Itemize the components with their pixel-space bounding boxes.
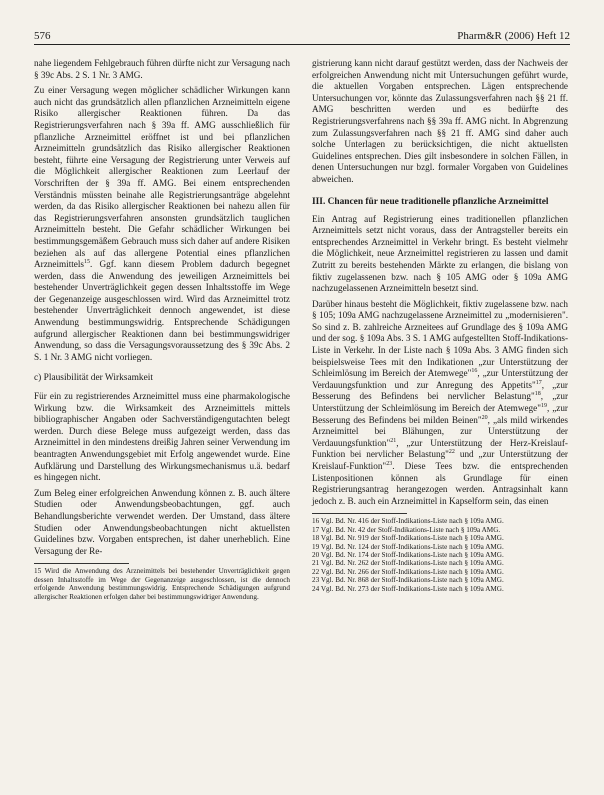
paragraph-text: und „zur Unterstützung der Kreislauf-Funktion" — [312, 449, 568, 471]
paragraph-text: , „zur Besserung des Befindens bei nervlicher Belastung" — [312, 379, 568, 402]
footnote: 19 Vgl. Bd. Nr. 124 der Stoff-Indikations-Liste nach § 109a AMG. — [312, 542, 504, 551]
footnote: 20 Vgl. Bd. Nr. 174 der Stoff-Indikations-Liste nach § 109a AMG. — [312, 551, 504, 559]
footnote-ref[interactable]: 18 — [534, 391, 541, 398]
paragraph: Für ein zu registrierendes Arzneimittel muss eine pharmakologische Wirkung bzw. die Wirksamkeit des Arzneimittels mittels bibliographischer Angaben oder Sachverständigengutachten belegt werden. Durch diese Belege muss aufgezeigt werden, dass das Arzneimittel in den mindestens dreißig Jahren seiner Verwendung im beantragten Anwendungsgebiet mit Erfolg angewendet wurde. Eine Aufklärung und Darstellung des Wirkungsmechanismus u.ä. bedarf es hingegen nicht. — [34, 391, 290, 483]
journal-reference: Pharm&R (2006) Heft 12 — [457, 30, 570, 42]
footnote: 24 Vgl. Bd. Nr. 273 der Stoff-Indikations-Liste nach § 109a AMG. — [312, 584, 504, 593]
footnote-list — [312, 517, 568, 593]
left-column — [34, 58, 290, 605]
page-number: 576 — [34, 30, 51, 42]
paragraph-text: , „als mild wirkendes Arzneimittel bei Blähungen, zur Unterstützung der Verdauungsfunktion" — [312, 414, 569, 448]
paragraph: Ein Antrag auf Registrierung eines traditionellen pflanzlichen Arzneimittels setzt nicht voraus, dass der Antragsteller bereits ein entsprechendes Arzneimittel in Verkehr bringt. Es besteht vielmehr die Möglichkeit, neue Arzneimittel registrieren zu lassen und damit Zutritt zu bereits bestehenden Märkte zu erlangen, die bislang von fiktiv zugelassenen bzw. nach § 105 AMG oder § 109a AMG nachzugelassenen Arzneimitteln besetzt sind. — [312, 213, 568, 294]
paragraph-text: , „zur Besserung des Befindens bei milden Beinen" — [312, 403, 568, 425]
paragraph: Zum Beleg einer erfolgreichen Anwendung können z. B. auch ältere Studien oder Anwendungsbeobachtungen, ggf. auch Behandlungsberichte verwendet werden. Der Umstand, dass ältere Studien oder Anwendungsbeobachtungen nicht aktuellsten Guidelines bzw. Vorgaben entsprechen, ist daher unerheblich. Eine Versagung der Re- — [34, 487, 290, 556]
paragraph-text: Zu einer Versagung wegen möglicher schädlicher Wirkungen kann auch nicht das grundsätzlich allen pflanzlichen Arzneimitteln eigene Risiko allergischer Reaktionen führen. Da das Registrierungsverfahren nach § 39a ff. AMG ausschließlich für pflanzliche Arzneimittel eröffnet ist und bei pflanzlichen Arzneimitteln grundsätzlich das Risiko allergischer Reaktionen besteht, führte eine Versagung der Registrierung unter Verweis auf die Möglichkeit allergischer Reaktionen zum Leerlauf der Vorschriften der § 39a ff. AMG. Bei einem entsprechenden Verständnis müssten beinahe alle Registrierungsanträge abgelehnt werden, da das Risiko allergischer Reaktionen bei nahezu allen für das Registrierungsverfahren ansonsten grundsätzlich tauglichen Arzneimitteln besteht. Die Gefahr schädlicher Wirkungen bei bestimmungsgemäßem Gebrauch muss sich daher auf andere Risiken beziehen als auf das allergene Potential eines pflanzlichen Arzneimittels — [34, 85, 290, 270]
footnote-ref[interactable]: 23 — [386, 460, 393, 467]
running-header — [34, 30, 570, 45]
paragraph — [34, 85, 290, 363]
paragraph-text: , „zur Unterstützung der Herz-Kreislauf-Funktion bei nervlicher Belastung" — [312, 437, 568, 460]
footnote-ref[interactable]: 21 — [390, 437, 397, 444]
paragraph-text: Darüber hinaus besteht die Möglichkeit, fiktiv zugelassene bzw. nach § 105; 109a AMG nachzugelassene Arzneimittel zu „modernisieren". So sind z. B. zahlreiche Arzneitees auf Grundlage des § 109a AMG und der sog. § 109a Abs. 3 S. 1 AMG aufgestellten Stoff-Indikations-Liste in Verkehr. In der Liste nach § 109a Abs. 3 AMG finden sich beispielsweise Tees mit den Indikationen „zur Unterstützung der Schleimlösung im Bereich der Atemwege" — [312, 298, 568, 379]
footnote-ref[interactable]: 15 — [84, 259, 91, 266]
footnote-ref[interactable]: 20 — [481, 414, 488, 421]
footnote-ref[interactable]: 17 — [535, 379, 542, 386]
footnote-divider — [34, 563, 129, 564]
paragraph: nahe liegendem Fehlgebrauch führen dürfte nicht zur Versagung nach § 39c Abs. 2 S. 1 Nr. 3 AMG. — [34, 58, 290, 80]
section-heading: III. Chancen für neue traditionelle pflanzliche Arzneimittel — [312, 196, 549, 207]
paragraph: gistrierung kann nicht darauf gestützt werden, dass der Nachweis der erfolgreichen Anwendung nicht mit Untersuchungen geführt wurde, die aktuellen Vorgaben entsprechen. Lägen entsprechende Untersuchungen vor, könnte das Zulassungsverfahren nach §§ 21 ff. AMG beschritten werden und es bedürfte des Registrierungsverfahrens nach §§ 39a ff. AMG nicht. In Abgrenzung zum Zulassungsverfahren nach §§ 21 ff. AMG sind daher auch solche Unterlagen zu berücksichtigen, die nicht aktuellsten Guidelines entsprechen. Dies gilt insbesondere in solchen Fällen, in denen Untersuchungen nur bzgl. formaler Vorgaben von Guidelines abweichen. — [312, 58, 568, 184]
footnote-divider — [312, 513, 407, 514]
footnote: 21 Vgl. Bd. Nr. 262 der Stoff-Indikations-Liste nach § 109a AMG. — [312, 559, 504, 568]
paragraph-text: . Ggf. kann diesem Problem dadurch begegnet werden, dass die Anwendung des jeweiligen Arzneimittels bei bestehender Unverträglichkeit gegen dessen Inhaltsstoffe im Wege der Gegenanzeige ausgeschlossen wird. Wird das Arzneimittel trotz bestehender Unverträglichkeit dennoch angewendet, ist diese Anwendung bestimmungswidrig. Entsprechende Schädigungen aufgrund allergischer Reaktionen dann bei bestimmungswidriger Anwendung, so dass die Versagungsvoraussetzung des § 39c Abs. 2 S. 1 Nr. 3 AMG nicht vorliegen. — [34, 259, 290, 362]
footnote-ref[interactable]: 22 — [448, 449, 455, 456]
paragraph-text: , „zur Unterstützung der Verdauungsfunktion und zur Anregung des Appetits" — [312, 368, 568, 390]
paragraph-text: , „zur Unterstützung der Schleimlösung im Bereich der Atemwege" — [312, 391, 569, 414]
section-heading: c) Plausibilität der Wirksamkeit — [34, 373, 153, 384]
footnote: 22 Vgl. Bd. Nr. 266 der Stoff-Indikations-Liste nach § 109a AMG. — [312, 567, 504, 576]
footnote: 15 Wird die Anwendung des Arzneimittels bei bestehender Unverträglichkeit gegen dessen Inhaltsstoffe im Wege der Gegenanzeige ausgeschlossen, ist die dennoch erfolgende Anwendung bestimmungswidrig. Entsprechende Schädigungen aufgrund allergischer Reaktionen erfolgen daher bei bestimmungswidriger Anwendung. — [34, 567, 290, 601]
footnote: 16 Vgl. Bd. Nr. 416 der Stoff-Indikations-Liste nach § 109a AMG. — [312, 517, 504, 526]
paragraph-text: . Diese Tees bzw. die entsprechenden Listenpositionen können als Grundlage für einen Registrierungsantrag herangezogen werden. Antragsinhalt kann jedoch z. B. auch ein Arzneimittel in Kapselform sein, das einen — [312, 461, 568, 506]
footnote: 18 Vgl. Bd. Nr. 919 der Stoff-Indikations-Liste nach § 109a AMG. — [312, 534, 504, 543]
footnote-ref[interactable]: 16 — [471, 368, 478, 375]
paragraph — [312, 299, 568, 508]
footnote-ref[interactable]: 19 — [540, 402, 547, 409]
footnote: 17 Vgl. Bd. Nr. 42 der Stoff-Indikations-Liste nach § 109a AMG. — [312, 525, 501, 534]
footnote: 23 Vgl. Bd. Nr. 868 der Stoff-Indikations-Liste nach § 109a AMG. — [312, 576, 504, 585]
right-column — [312, 58, 568, 593]
